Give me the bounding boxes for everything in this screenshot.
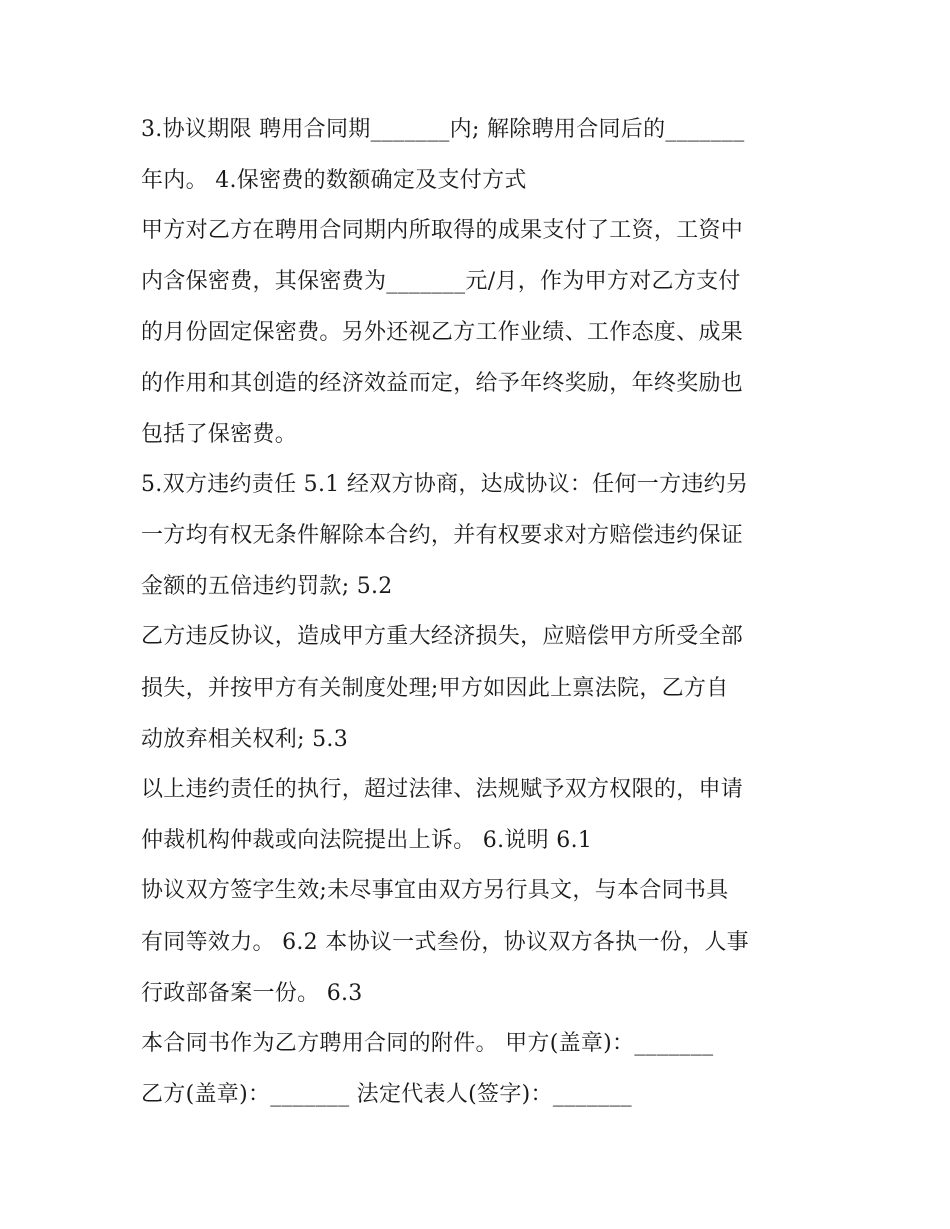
- text-line: 乙方违反协议，造成甲方重大经济损失，应赔偿甲方所受全部: [141, 624, 744, 649]
- text-line: 损失，并按甲方有关制度处理;甲方如因此上禀法院，乙方自: [141, 676, 729, 701]
- text-line: 金额的五倍违约罚款; 5.2: [141, 574, 393, 599]
- text-line: 仲裁机构仲裁或向法院提出上诉。 6.说明 6.1: [141, 828, 593, 853]
- text-line: 有同等效力。 6.2 本协议一式叁份，协议双方各执一份，人事: [141, 930, 749, 955]
- text-line: 年内。 4.保密费的数额确定及支付方式: [141, 168, 527, 193]
- text-line: 的月份固定保密费。另外还视乙方工作业绩、工作态度、成果: [141, 320, 744, 345]
- text-line: 一方均有权无条件解除本合约，并有权要求对方赔偿违约保证: [141, 523, 744, 548]
- text-line: 包括了保密费。: [141, 422, 298, 447]
- text-line: 协议双方签字生效;未尽事宜由双方另行具文，与本合同书具: [141, 878, 729, 903]
- text-line: 5.双方违约责任 5.1 经双方协商，达成协议：任何一方违约另: [141, 472, 749, 497]
- text-line: 的作用和其创造的经济效益而定，给予年终奖励，年终奖励也: [141, 371, 744, 396]
- text-line: 行政部备案一份。 6.3: [141, 981, 363, 1006]
- text-line: 乙方(盖章)：_______ 法定代表人(签字)：_______: [141, 1082, 632, 1107]
- text-line: 内含保密费，其保密费为_______元/月，作为甲方对乙方支付: [141, 269, 741, 294]
- text-line: 3.协议期限 聘用合同期_______内; 解除聘用合同后的_______: [141, 117, 745, 142]
- text-line: 甲方对乙方在聘用合同期内所取得的成果支付了工资，工资中: [141, 218, 744, 243]
- text-line: 以上违约责任的执行，超过法律、法规赋予双方权限的，申请: [141, 777, 744, 802]
- text-line: 动放弃相关权利; 5.3: [141, 727, 348, 752]
- text-line: 本合同书作为乙方聘用合同的附件。 甲方(盖章)：_______: [141, 1031, 714, 1056]
